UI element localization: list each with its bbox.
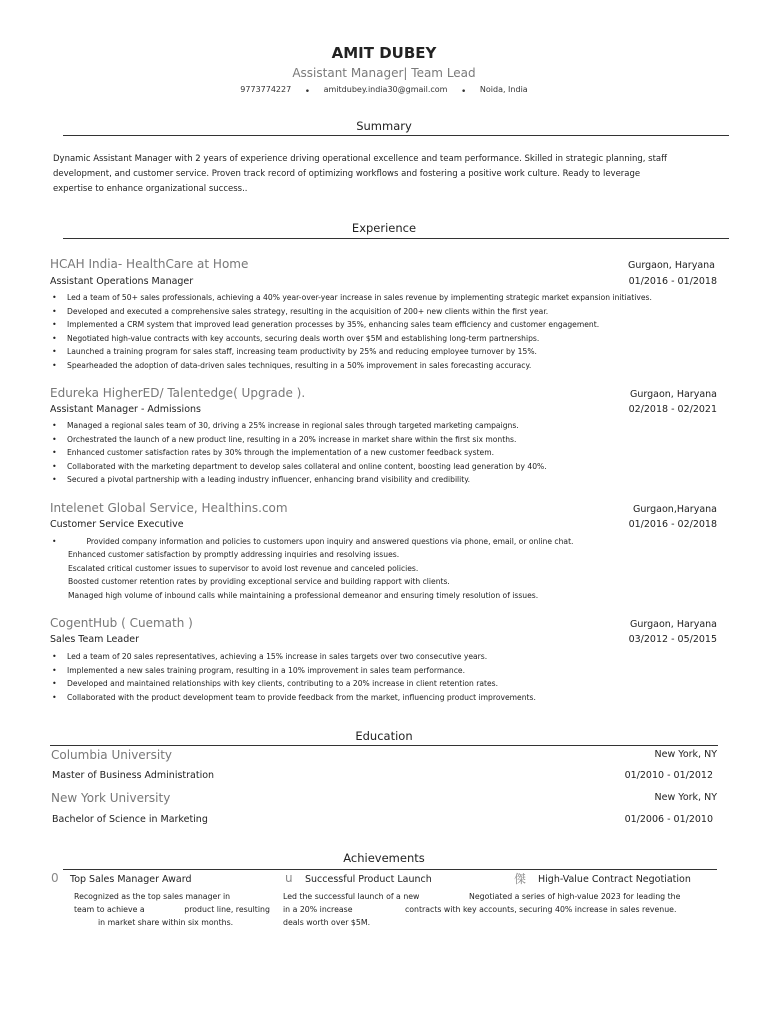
achievements-heading: Achievements	[343, 851, 425, 865]
job-dates: 02/2018 - 02/2021	[628, 404, 717, 415]
list-item: Enhanced customer satisfaction by promptly addressing inquiries and resolving issues.	[68, 550, 400, 559]
job-lines	[68, 548, 538, 602]
list-item: • Implemented a new sales training program, resulting in a 10% improvement in sales team performance.	[50, 664, 536, 678]
job-bullets	[50, 291, 652, 372]
list-item: • Implemented a CRM system that improved lead generation processes by 35%, enhancing sales team efficiency and customer engagement.	[50, 318, 652, 332]
list-item: • Developed and maintained relationships with key clients, contributing to a 20% increase in client retention rates.	[50, 677, 536, 691]
list-item: Provided company information and policies to customers upon inquiry and answered questions via phone, email, or online chat.	[86, 537, 574, 546]
edu-dates: 01/2006 - 01/2010	[624, 814, 713, 825]
job-role: Sales Team Leader	[50, 634, 140, 645]
edu-degree: Bachelor of Science in Marketing	[52, 814, 208, 825]
edu-dates: 01/2010 - 01/2012	[624, 770, 713, 781]
edu-school: New York University	[51, 791, 171, 805]
list-item: • Led a team of 20 sales representatives, achieving a 15% increase in sales targets over two consecutive years.	[50, 650, 536, 664]
summary-divider	[63, 135, 729, 136]
job-dates: 03/2012 - 05/2015	[628, 634, 717, 645]
list-item: • Orchestrated the launch of a new product line, resulting in a 20% increase in market share within the first six months.	[50, 433, 547, 447]
list-item: Managed high volume of inbound calls while maintaining a professional demeanor and ensuring timely resolution of issues.	[68, 590, 539, 600]
job-location: Gurgaon, Haryana	[629, 389, 717, 400]
edu-school: Columbia University	[51, 748, 173, 762]
summary-text	[53, 152, 753, 197]
job-company: CogentHub ( Cuemath )	[50, 616, 193, 630]
summary-heading: Summary	[356, 119, 412, 133]
achievement-desc	[405, 903, 676, 916]
achievement-desc-line: deals worth over $5M.	[283, 918, 371, 927]
job-dates: 01/2016 - 01/2018	[628, 276, 717, 287]
job-first-line	[52, 535, 573, 549]
achievement-title: Successful Product Launch	[305, 874, 432, 885]
list-item: • Managed a regional sales team of 30, driving a 25% increase in regional sales through targeted marketing campaigns.	[50, 419, 547, 433]
list-item: • Collaborated with the product development team to provide feedback from the market, influencing product improvements.	[50, 691, 536, 705]
list-item: • Led a team of 50+ sales professionals, achieving a 40% year-over-year increase in sales revenue by implementing strategic market expansion initiatives.	[50, 291, 652, 305]
job-location: Gurgaon, Haryana	[629, 619, 717, 630]
list-item: • Negotiated high-value contracts with key accounts, securing deals worth over $5M and establishing long-term partnerships.	[50, 332, 652, 346]
job-location: Gurgaon,Haryana	[633, 504, 717, 515]
candidate-title: Assistant Manager| Team Lead	[292, 66, 476, 80]
email-address: amitdubey.india30@gmail.com	[323, 85, 448, 94]
summary-line: development, and customer service. Proven track record of optimizing workflows and fostering a positive work culture. Ready to leverage	[53, 169, 641, 179]
launch-icon: u	[285, 871, 293, 885]
job-company: Intelenet Global Service, Healthins.com	[50, 501, 288, 515]
job-dates: 01/2016 - 02/2018	[628, 519, 717, 530]
education-heading: Education	[355, 729, 413, 743]
list-item: Boosted customer retention rates by providing exceptional service and building rapport with clients.	[68, 577, 450, 586]
experience-heading: Experience	[351, 221, 417, 235]
achievement-desc-line: in a 20% increase	[283, 905, 353, 914]
education-divider	[50, 745, 718, 746]
achievement-desc-line: Recognized as the top sales manager in	[74, 892, 231, 901]
job-role: Customer Service Executive	[50, 519, 184, 530]
edu-degree: Master of Business Administration	[52, 770, 215, 781]
achievement-desc	[283, 890, 419, 929]
achievement-desc-line: team to achieve a product line, resulting	[74, 905, 270, 914]
achievement-desc-line: Negotiated a series of high-value 2023 for leading the	[469, 892, 681, 901]
achievement-title: High-Value Contract Negotiation	[538, 874, 691, 885]
list-item: • Launched a training program for sales staff, increasing team productivity by 25% and reducing employee turnover by 15%.	[50, 345, 652, 359]
separator-dot: •	[304, 87, 311, 97]
list-item: • Enhanced customer satisfaction rates by 30% through the implementation of a new customer feedback system.	[50, 446, 547, 460]
list-item: • Developed and executed a comprehensive sales strategy, resulting in the acquisition of 200+ new clients within the first year.	[50, 305, 652, 319]
award-icon: 0	[51, 871, 59, 885]
home-location: Noida, India	[479, 85, 528, 94]
summary-line: Dynamic Assistant Manager with 2 years of experience driving operational excellence and team performance. Skilled in strategic planning, staff	[53, 154, 667, 164]
list-item: • Spearheaded the adoption of data-driven sales techniques, resulting in a 50% improvement in sales forecasting accuracy.	[50, 359, 652, 373]
experience-divider	[63, 238, 729, 239]
achievement-desc	[74, 890, 270, 929]
achievement-title: Top Sales Manager Award	[70, 874, 192, 885]
list-item: • Secured a pivotal partnership with a leading industry influencer, enhancing brand visibility and credibility.	[50, 473, 547, 487]
achievements-divider	[63, 869, 717, 870]
achievement-desc-line: Led the successful launch of a new	[283, 892, 420, 901]
job-location: Gurgaon, Haryana	[627, 260, 715, 271]
contact-line	[0, 85, 768, 95]
separator-dot: •	[461, 87, 467, 97]
achievement-desc	[469, 890, 680, 903]
bullet-dot: •	[52, 537, 57, 546]
job-company: HCAH India- HealthCare at Home	[50, 257, 249, 271]
job-company: Edureka HigherED/ Talentedge( Upgrade ).	[50, 386, 306, 400]
edu-location: New York, NY	[654, 749, 717, 760]
job-role: Assistant Operations Manager	[50, 276, 194, 287]
achievement-desc-line: in market share within six months.	[98, 918, 234, 927]
contract-icon: 傑	[514, 872, 527, 886]
list-item: Escalated critical customer issues to supervisor to avoid lost revenue and canceled policies.	[68, 563, 419, 573]
achievement-desc-line: contracts with key accounts, securing 40% increase in sales revenue.	[405, 905, 677, 914]
job-bullets	[50, 419, 547, 487]
list-item: • Collaborated with the marketing department to develop sales collateral and online content, boosting lead generation by 40%.	[50, 460, 547, 474]
summary-line: expertise to enhance organizational success..	[53, 184, 248, 194]
job-bullets	[50, 650, 536, 704]
candidate-name: AMIT DUBEY	[331, 44, 437, 62]
phone-number: 9773774227	[240, 85, 292, 94]
job-role: Assistant Manager - Admissions	[50, 404, 201, 415]
edu-location: New York, NY	[654, 792, 717, 803]
